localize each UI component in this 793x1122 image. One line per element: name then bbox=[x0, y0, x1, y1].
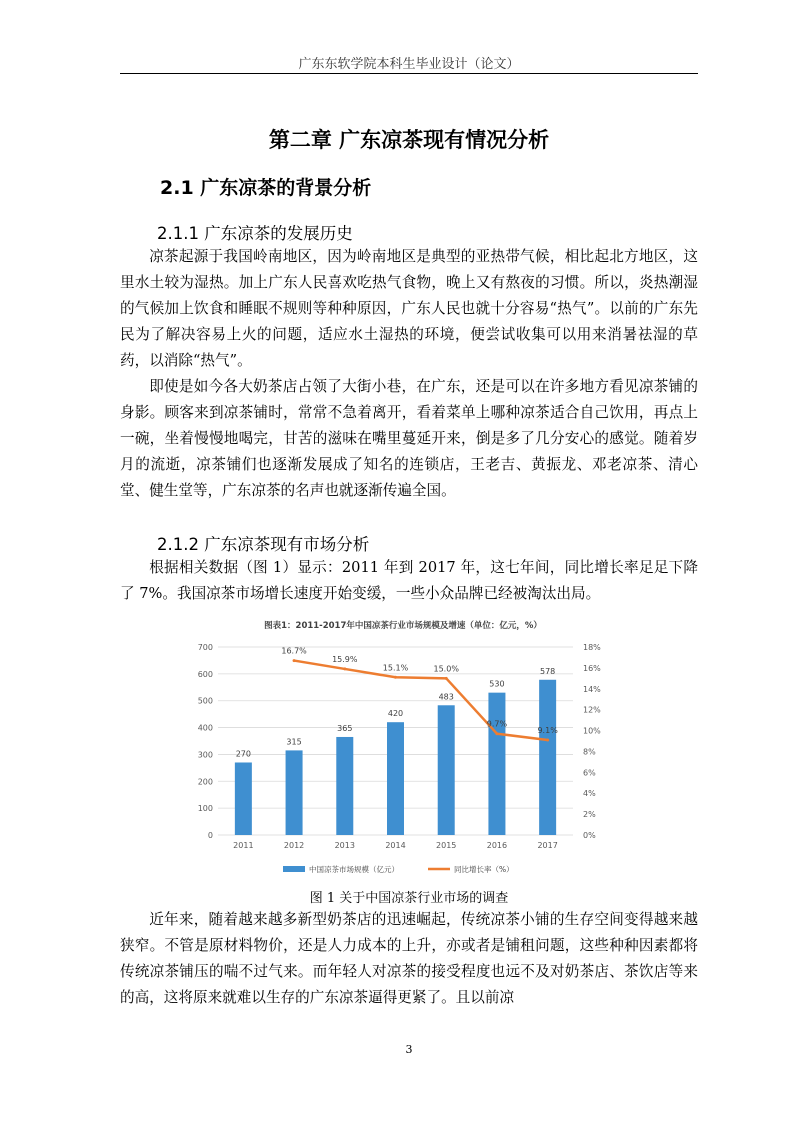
growth-rate-label: 9.7% bbox=[486, 719, 508, 729]
section-2-1-1-title: 2.1.1 广东凉茶的发展历史 bbox=[157, 224, 353, 243]
bar bbox=[387, 722, 404, 835]
paragraph-history-1: 凉茶起源于我国岭南地区，因为岭南地区是典型的亚热带气候，相比起北方地区，这里水土较为湿热。加上广东人民喜欢吃热气食物，晚上又有熬夜的习惯。所以，炎热潮湿的气候加上饮食和睡眠不规则等种种原因，广东人民也就十分容易“热气”。以前的广东先民为了解决容易上火的问题，适应水土湿热的环境，便尝试收集可以用来消暑祛湿的草药，以消除“热气”。 bbox=[120, 248, 698, 369]
section-2-1-title: 2.1 广东凉茶的背景分析 bbox=[160, 177, 372, 199]
growth-rate-point bbox=[293, 659, 296, 662]
paragraph-market: 根据相关数据（图 1）显示：2011 年到 2017 年，这七年间，同比增长率足足下降了 7%。我国凉茶市场增长速度开始变缓，一些小众品牌已经被淘汰出局。 bbox=[120, 559, 698, 602]
header-rule bbox=[120, 73, 698, 74]
right-axis-tick-label: 10% bbox=[583, 726, 601, 736]
bar-value-label: 530 bbox=[489, 679, 505, 689]
right-axis-tick-label: 12% bbox=[583, 705, 601, 715]
bar bbox=[438, 705, 455, 835]
legend-bar-swatch bbox=[283, 866, 305, 872]
bar-value-label: 483 bbox=[438, 692, 454, 702]
left-axis-tick-label: 600 bbox=[197, 669, 213, 679]
market-chart-svg bbox=[188, 615, 618, 883]
paragraph-after-figure: 近年来，随着越来越多新型奶茶店的迅速崛起，传统凉茶小铺的生存空间变得越来越狭窄。不管是原材料物价，还是人力成本的上升，亦或者是铺租问题，这些种种因素都将传统凉茶铺压的喘不过气来。而年轻人对凉茶的接受程度也远不及对奶茶店、茶饮店等来的高，这将原来就难以生存的广东凉茶逼得更紧了。且以前凉 bbox=[120, 911, 698, 1006]
right-axis-tick-label: 0% bbox=[583, 831, 596, 840]
right-axis-tick-label: 8% bbox=[583, 747, 596, 757]
growth-rate-line bbox=[294, 661, 548, 740]
bar-value-label: 315 bbox=[286, 737, 302, 747]
x-axis-tick-label: 2011 bbox=[233, 841, 254, 850]
x-axis-tick-label: 2016 bbox=[486, 841, 508, 850]
left-axis-tick-label: 100 bbox=[197, 804, 213, 814]
bar bbox=[539, 680, 556, 835]
x-axis-tick-label: 2015 bbox=[436, 841, 457, 850]
x-axis-tick-label: 2014 bbox=[385, 841, 406, 850]
bar-value-label: 270 bbox=[235, 749, 251, 759]
paragraph-history-2: 即使是如今各大奶茶店占领了大街小巷，在广东，还是可以在许多地方看见凉茶铺的身影。顾客来到凉茶铺时，常常不急着离开，看着菜单上哪种凉茶适合自己饮用，再点上一碗，坐着慢慢地喝完，甘苦的滋味在嘴里蔓延开来，倒是多了几分安心的感觉。随着岁月的流逝，凉茶铺们也逐渐发展成了知名的连锁店，王老吉、黄振龙、邓老凉茶、清心堂、健生堂等，广东凉茶的名声也就逐渐传遍全国。 bbox=[120, 378, 698, 499]
figure-caption: 图 1 关于中国凉茶行业市场的调查 bbox=[309, 891, 509, 906]
growth-rate-label: 9.1% bbox=[537, 725, 558, 735]
section-2-1-2-title: 2.1.2 广东凉茶现有市场分析 bbox=[157, 535, 370, 554]
growth-rate-label: 15.1% bbox=[382, 663, 409, 673]
right-axis-tick-label: 6% bbox=[583, 768, 596, 778]
legend-line-label: 同比增长率（%） bbox=[454, 865, 514, 874]
right-axis-tick-label: 18% bbox=[583, 643, 601, 652]
bar bbox=[286, 750, 303, 835]
growth-rate-point bbox=[394, 676, 397, 679]
growth-rate-label: 16.7% bbox=[281, 646, 307, 656]
bar bbox=[235, 762, 252, 835]
growth-rate-label: 15.9% bbox=[332, 654, 358, 664]
x-axis-tick-label: 2017 bbox=[537, 841, 558, 850]
chart-title: 图表1：2011-2017年中国凉茶行业市场规模及增速（单位：亿元，%） bbox=[264, 621, 542, 631]
running-header: 广东东软学院本科生毕业设计（论文） bbox=[298, 57, 520, 72]
bar-value-label: 365 bbox=[337, 723, 353, 733]
right-axis-tick-label: 14% bbox=[583, 684, 601, 694]
x-axis-tick-label: 2013 bbox=[334, 841, 355, 850]
growth-rate-point bbox=[495, 732, 498, 735]
left-axis-tick-label: 200 bbox=[197, 777, 213, 787]
x-axis-tick-label: 2012 bbox=[283, 841, 305, 850]
market-chart bbox=[188, 615, 618, 883]
growth-rate-point bbox=[343, 667, 346, 670]
left-axis-tick-label: 300 bbox=[197, 750, 213, 760]
right-axis-tick-label: 16% bbox=[583, 663, 601, 673]
left-axis-tick-label: 400 bbox=[197, 723, 213, 733]
bar bbox=[488, 693, 505, 835]
page-number: 3 bbox=[405, 1043, 413, 1056]
bar-value-label: 578 bbox=[540, 666, 556, 676]
right-axis-tick-label: 4% bbox=[583, 789, 596, 799]
growth-rate-point bbox=[445, 677, 448, 680]
growth-rate-label: 15.0% bbox=[433, 664, 459, 674]
left-axis-tick-label: 500 bbox=[197, 696, 213, 706]
left-axis-tick-label: 0 bbox=[207, 831, 213, 840]
left-axis-tick-label: 700 bbox=[197, 643, 213, 652]
growth-rate-point bbox=[546, 738, 549, 741]
right-axis-tick-label: 2% bbox=[583, 810, 596, 820]
bar-value-label: 420 bbox=[387, 709, 404, 719]
bar bbox=[336, 737, 353, 835]
legend-bar-label: 中国凉茶市场规模（亿元） bbox=[309, 865, 399, 874]
chapter-title: 第二章 广东凉茶现有情况分析 bbox=[268, 128, 550, 152]
